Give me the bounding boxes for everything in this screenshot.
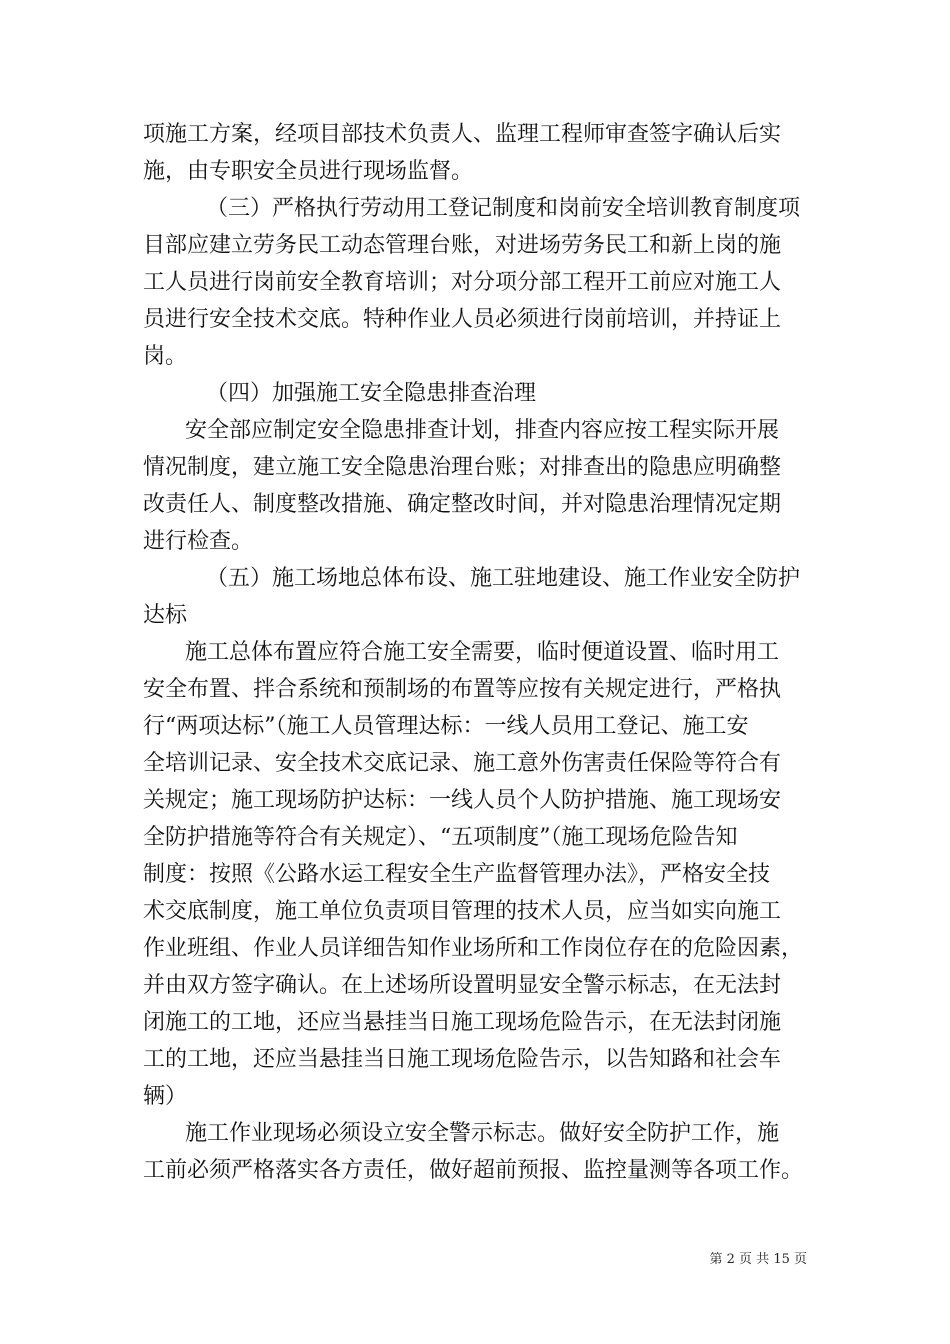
page-number: 第 2 页 共 15 页: [709, 1252, 807, 1267]
text-line: 岗。: [143, 344, 188, 369]
text-line: 进行检查。: [143, 529, 254, 554]
text-line: 工人员进行岗前安全教育培训；对分项分部工程开工前应对施工人: [143, 270, 782, 295]
paragraph-start: 施工作业现场必须设立安全警示标志。做好安全防护工作，施: [185, 1121, 780, 1146]
section-heading-5: （五）施工场地总体布设、施工驻地建设、施工作业安全防护: [206, 566, 801, 591]
text-line: 全防护措施等符合有关规定）、“五项制度”（施工现场危险告知: [143, 825, 738, 850]
text-line: 制度：按照《公路水运工程安全生产监督管理办法》，严格安全技: [143, 862, 771, 887]
text-line: 施，由专职安全员进行现场监督。: [143, 159, 474, 184]
text-line: 闭施工的工地，还应当悬挂当日施工现场危险告示，在无法封闭施: [143, 1010, 782, 1035]
text-line: 工前必须严格落实各方责任，做好超前预报、监控量测等各项工作。: [143, 1158, 804, 1183]
text-line: 术交底制度，施工单位负责项目管理的技术人员，应当如实向施工: [143, 899, 782, 924]
section-heading-4: （四）加强施工安全隐患排查治理: [206, 381, 537, 406]
text-line: 目部应建立劳务民工动态管理台账，对进场劳务民工和新上岗的施: [143, 233, 782, 258]
text-line: 项施工方案，经项目部技术负责人、监理工程师审查签字确认后实: [143, 122, 782, 147]
paragraph-start: 安全部应制定安全隐患排查计划，排查内容应按工程实际开展: [185, 418, 780, 443]
document-body: [143, 116, 808, 1189]
text-line: 并由双方签字确认。在上述场所设置明显安全警示标志，在无法封: [143, 973, 782, 998]
text-line: 情况制度，建立施工安全隐患治理台账；对排查出的隐患应明确整: [143, 455, 782, 480]
paragraph-start: 施工总体布置应符合施工安全需要，临时便道设置、临时用工: [185, 640, 780, 665]
text-line: 作业班组、作业人员详细告知作业场所和工作岗位存在的危险因素，: [143, 936, 804, 961]
text-line: 工的工地，还应当悬挂当日施工现场危险告示，以告知路和社会车: [143, 1047, 782, 1072]
text-line: 达标: [143, 603, 188, 628]
section-heading-3: （三）严格执行劳动用工登记制度和岗前安全培训教育制度项: [206, 196, 801, 221]
text-line: 关规定；施工现场防护达标：一线人员个人防护措施、施工现场安: [143, 788, 782, 813]
text-line: 全培训记录、安全技术交底记录、施工意外伤害责任保险等符合有: [143, 751, 782, 776]
text-line: 行“两项达标”（施工人员管理达标：一线人员用工登记、施工安: [143, 714, 749, 739]
text-line: 员进行安全技术交底。特种作业人员必须进行岗前培训，并持证上: [143, 307, 782, 332]
text-line: 改责任人、制度整改措施、确定整改时间，并对隐患治理情况定期: [143, 492, 782, 517]
text-line: 安全布置、拌合系统和预制场的布置等应按有关规定进行，严格执: [143, 677, 782, 702]
text-line: 辆）: [143, 1084, 188, 1109]
